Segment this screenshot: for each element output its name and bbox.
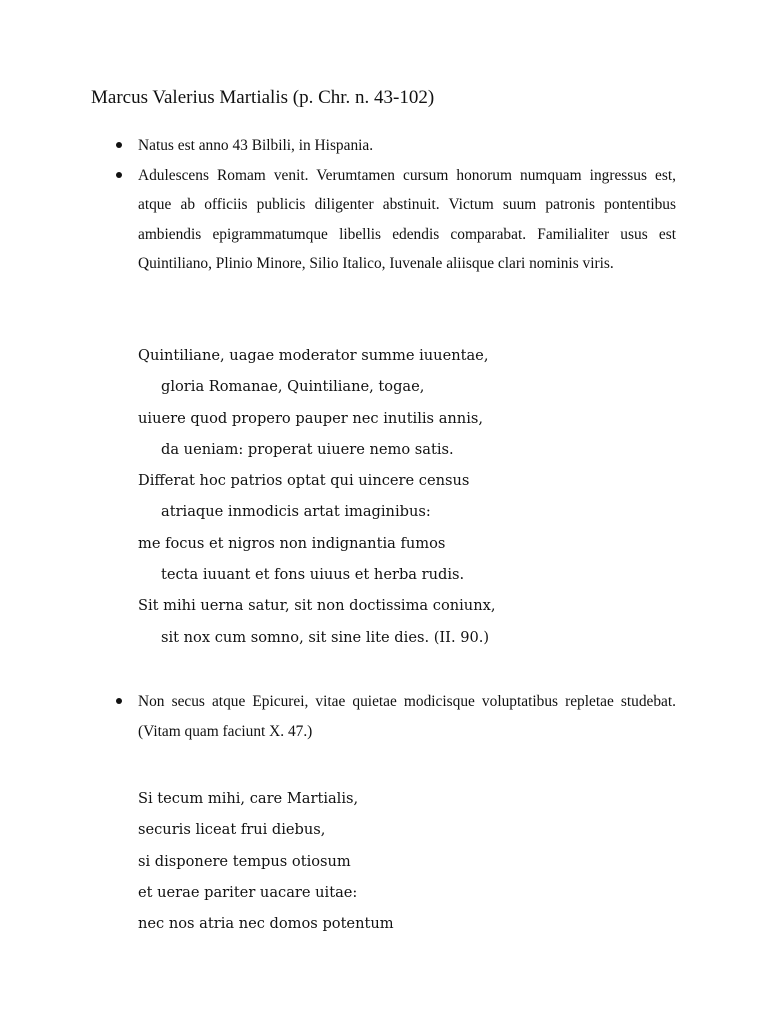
- verse-line: gloria Romanae, Quintiliane, togae,: [161, 378, 425, 396]
- document-title: Marcus Valerius Martialis (p. Chr. n. 43-102): [91, 87, 435, 108]
- verse-line: securis liceat frui diebus,: [138, 821, 326, 839]
- verse-line: si disponere tempus otiosum: [138, 852, 351, 870]
- verse-line: et uerae pariter uacare uitae:: [138, 883, 358, 901]
- verse-line: da ueniam: properat uiuere nemo satis.: [161, 440, 454, 458]
- verse-line: me focus et nigros non indignantia fumos: [138, 534, 446, 552]
- bullet-item-youth: [138, 161, 676, 279]
- bullet-text: Non secus atque Epicurei, vitae quietae modicisque voluptatibus repletae studebat. (Vitam quam faciunt X. 47.): [138, 693, 676, 740]
- bullet-dot-icon: [116, 142, 122, 148]
- bullet-item-birth: [138, 131, 676, 161]
- verse-line: nec nos atria nec domos potentum: [138, 915, 394, 933]
- verse-line: tecta iuuant et fons uiuus et herba rudis.: [161, 566, 465, 584]
- bullet-text: Natus est anno 43 Bilbili, in Hispania.: [138, 137, 374, 154]
- bullet-dot-icon: [116, 172, 122, 178]
- verse-line: sit nox cum somno, sit sine lite dies. (II. 90.): [161, 628, 490, 646]
- verse-line: Si tecum mihi, care Martialis,: [138, 790, 359, 807]
- bullet-text: Adulescens Romam venit. Verumtamen cursum honorum numquam ingressus est, atque ab officiis publicis diligenter abstinuit. Victum suum patronis pontentibus ambiendis epigrammatumque libellis edendis comparabat. Familialiter usus est Quintiliano, Plinio Minore, Silio Italico, Iuvenale aliisque clari nominis viris.: [138, 166, 676, 273]
- bullet-list-top: [138, 131, 676, 279]
- verse-line: uiuere quod propero pauper nec inutilis annis,: [138, 409, 483, 427]
- poem-martialis: [138, 783, 698, 939]
- verse-line: atriaque inmodicis artat imaginibus:: [161, 503, 431, 521]
- bullet-dot-icon: [116, 698, 122, 704]
- poem-quintilian: [138, 340, 698, 653]
- verse-line: Sit mihi uerna satur, sit non doctissima coniunx,: [138, 597, 496, 615]
- verse-line: Differat hoc patrios optat qui uincere census: [138, 472, 470, 490]
- verse-line: Quintiliane, uagae moderator summe iuuentae,: [138, 347, 489, 364]
- bullet-item-epicurean: [138, 687, 676, 746]
- bullet-list-bottom: [138, 687, 676, 746]
